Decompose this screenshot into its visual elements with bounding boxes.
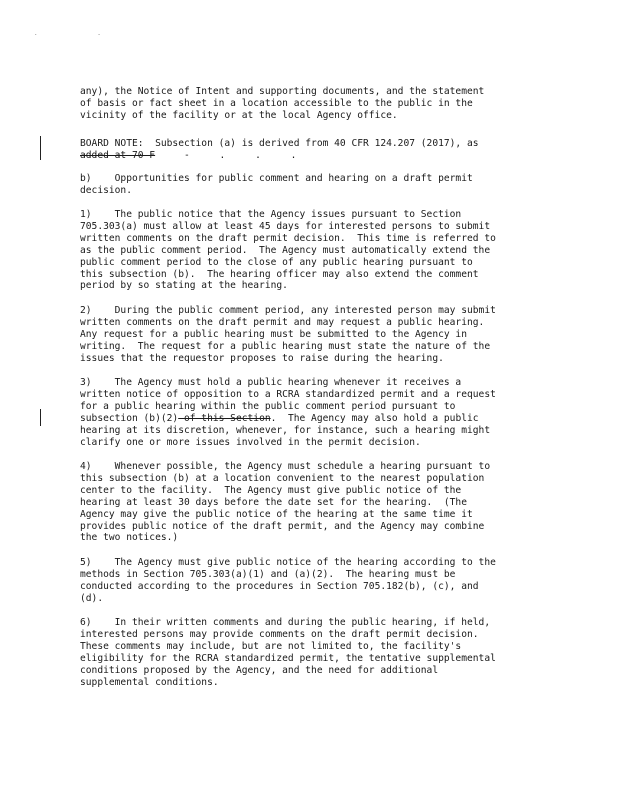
line: methods in Section 705.303(a)(1) and (a)(2). The hearing must be xyxy=(80,568,456,580)
faint-marks: - . . . xyxy=(183,149,309,161)
line: decision. xyxy=(80,184,132,196)
paragraph-2 xyxy=(80,305,550,365)
line: of basis or fact sheet in a location accessible to the public in the xyxy=(80,97,473,109)
line: this subsection (b) at a location convenient to the nearest population xyxy=(80,472,485,484)
board-note xyxy=(80,138,550,162)
line-part: . The Agency may also hold a public xyxy=(270,412,479,424)
line: written comments on the draft permit decision. This time is referred to xyxy=(80,232,496,244)
struck-text: of this Section xyxy=(178,412,271,424)
line: 4) Whenever possible, the Agency must schedule a hearing pursuant to xyxy=(80,461,491,472)
line: Agency may give the public notice of the hearing at the same time it xyxy=(80,508,473,520)
line: conducted according to the procedures in Section 705.182(b), (c), and xyxy=(80,580,479,592)
line: writing. The request for a public hearing must state the nature of the xyxy=(80,340,491,352)
paragraph-4 xyxy=(80,461,550,544)
line: public comment period to the close of any public hearing pursuant to xyxy=(80,256,473,268)
line: 3) The Agency must hold a public hearing whenever it receives a xyxy=(80,377,462,388)
change-bar-board-note xyxy=(40,136,41,160)
line: conditions proposed by the Agency, and the need for additional xyxy=(80,664,439,676)
line: period by so stating at the hearing. xyxy=(80,280,288,292)
line: Any request for a public hearing must be submitted to the Agency in xyxy=(80,328,467,340)
line: 705.303(a) must allow at least 45 days for interested persons to submit xyxy=(80,220,491,232)
paragraph-6 xyxy=(80,617,550,688)
line: (d). xyxy=(80,592,104,604)
line: 6) In their written comments and during the public hearing, if held, xyxy=(80,617,491,628)
line: for a public hearing within the public comment period pursuant to xyxy=(80,400,456,412)
line: hearing at its discretion, whenever, for instance, such a hearing might xyxy=(80,424,491,436)
line: 5) The Agency must give public notice of the hearing according to the xyxy=(80,557,496,568)
line: b) Opportunities for public comment and hearing on a draft permit xyxy=(80,173,473,184)
line-part: subsection (b)(2) xyxy=(80,412,179,424)
line: any), the Notice of Intent and supporting documents, and the statement xyxy=(80,86,485,97)
line: interested persons may provide comments on the draft permit decision. xyxy=(80,628,479,640)
paragraph-intro xyxy=(80,86,550,122)
paragraph-1 xyxy=(80,209,550,292)
line: BOARD NOTE: Subsection (a) is derived from 40 CFR 124.207 (2017), as xyxy=(80,138,479,149)
line: hearing at least 30 days before the date set for the hearing. (The xyxy=(80,496,467,508)
line: supplemental conditions. xyxy=(80,676,219,688)
line: this subsection (b). The hearing officer may also extend the comment xyxy=(80,268,479,280)
change-bar-subsection-3 xyxy=(40,409,41,426)
line: as the public comment period. The Agency must automatically extend the xyxy=(80,244,491,256)
line: These comments may include, but are not limited to, the facility's xyxy=(80,640,462,652)
line: provides public notice of the draft permit, and the Agency may combine xyxy=(80,520,485,532)
line: eligibility for the RCRA standardized permit, the tentative supplemental xyxy=(80,652,496,664)
subsection-b-heading xyxy=(80,173,550,197)
paragraph-3 xyxy=(80,377,550,448)
paragraph-5 xyxy=(80,557,550,605)
line: center to the facility. The Agency must give public notice of the xyxy=(80,484,462,496)
line: written comments on the draft permit and may request a public hearing. xyxy=(80,316,485,328)
line: clarify one or more issues involved in the permit decision. xyxy=(80,436,421,448)
line: vicinity of the facility or at the local Agency office. xyxy=(80,109,398,121)
line: issues that the requestor proposes to raise during the hearing. xyxy=(80,352,444,364)
line: written notice of opposition to a RCRA standardized permit and a request xyxy=(80,388,496,400)
scan-marks: . . xyxy=(34,30,129,37)
line: 1) The public notice that the Agency issues pursuant to Section xyxy=(80,209,462,220)
struck-text: added at 70 F xyxy=(80,149,156,161)
line: the two notices.) xyxy=(80,532,179,544)
line: 2) During the public comment period, any interested person may submit xyxy=(80,305,496,316)
